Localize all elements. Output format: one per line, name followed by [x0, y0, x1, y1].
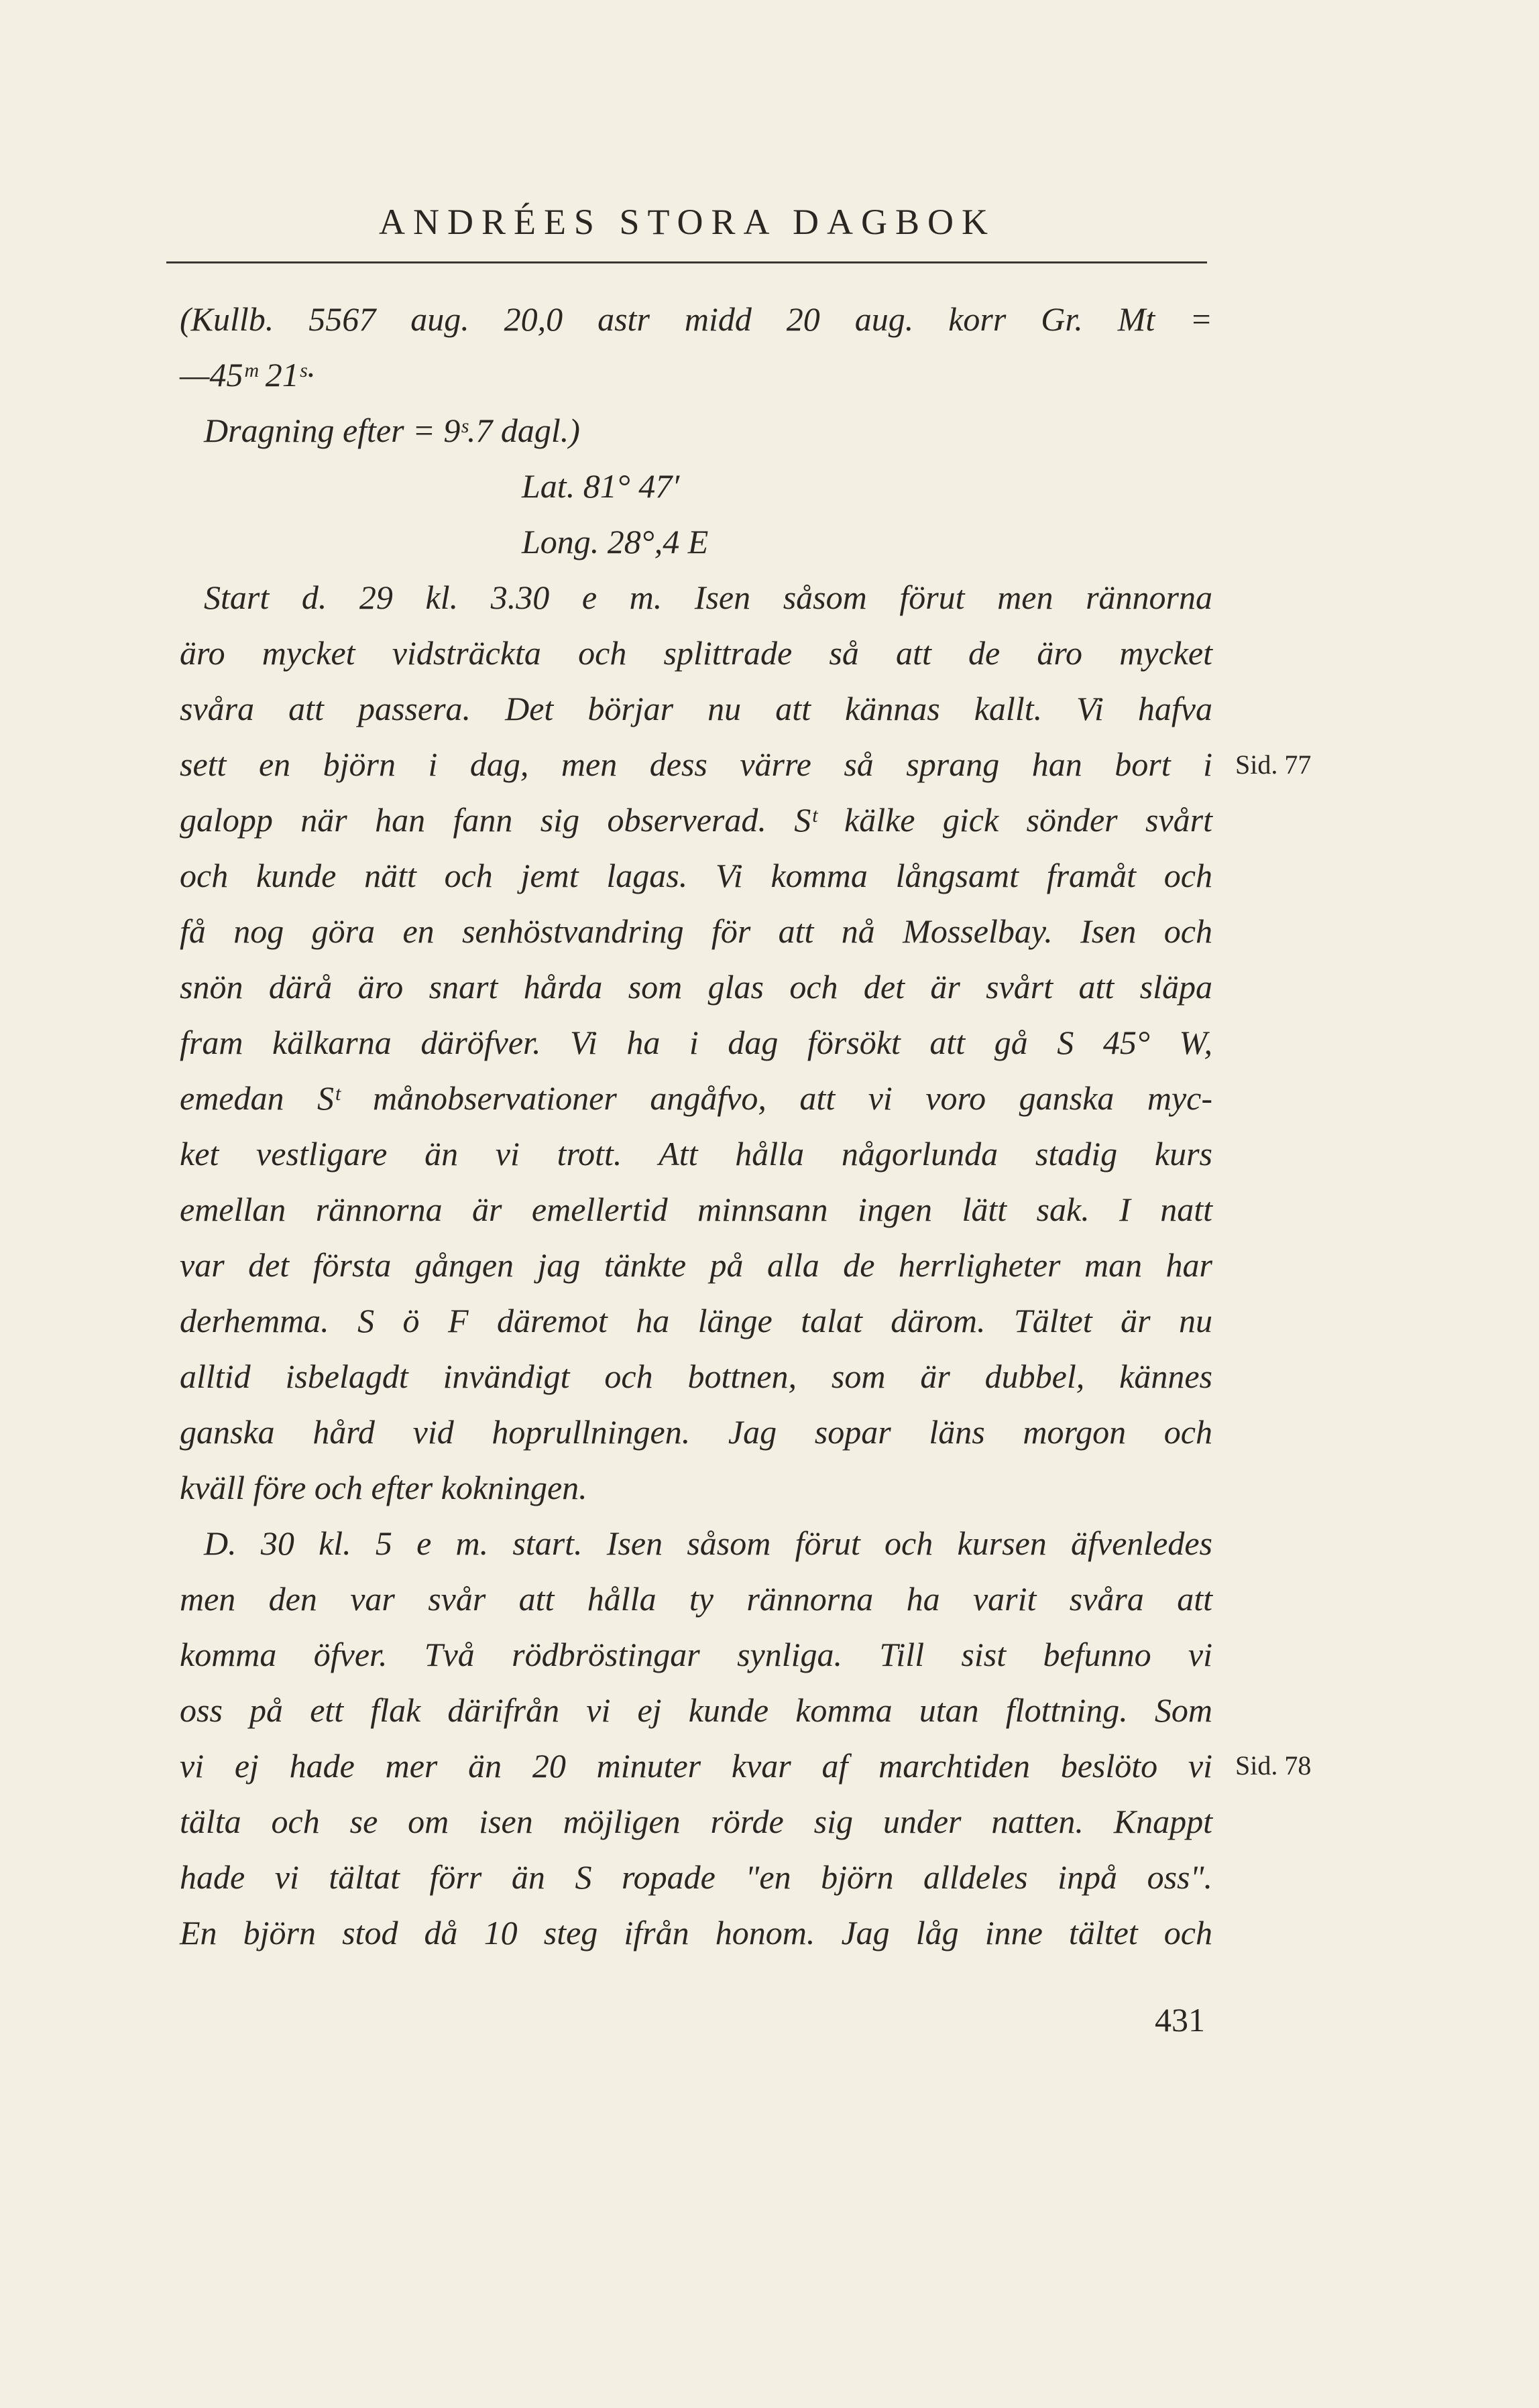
- text-line: svåra att passera. Det börjar nu att kännas kallt. Vi hafva: [180, 690, 1212, 727]
- text-line: ket vestligare än vi trott. Att hålla någorlunda stadig kurs: [180, 1135, 1212, 1172]
- header-rule: [166, 261, 1207, 263]
- latitude-line: Lat. 81° 47′: [522, 467, 680, 505]
- text-line: galopp när han fann sig observerad. Sᵗ kälke gick sönder svårt: [180, 801, 1212, 839]
- text-line: tälta och se om isen möjligen rörde sig under natten. Knappt: [180, 1803, 1212, 1840]
- margin-note-sid-78: Sid. 78: [1235, 1750, 1312, 1781]
- text-line: få nog göra en senhöstvandring för att nå Mosselbay. Isen och: [180, 912, 1212, 950]
- text-line: snön därå äro snart hårda som glas och det är svårt att släpa: [180, 968, 1212, 1006]
- text-line: hade vi tältat förr än S ropade "en björn alldeles inpå oss".: [180, 1858, 1212, 1896]
- text-line: och kunde nätt och jemt lagas. Vi komma långsamt framåt och: [180, 857, 1212, 894]
- text-line: derhemma. S ö F däremot ha länge talat därom. Tältet är nu: [180, 1302, 1212, 1339]
- text-line: alltid isbelagdt invändigt och bottnen, som är dubbel, kännes: [180, 1358, 1212, 1395]
- text-line: Start d. 29 kl. 3.30 e m. Isen såsom förut men rännorna: [204, 579, 1212, 616]
- margin-note-sid-77: Sid. 77: [1235, 749, 1312, 780]
- text-line: men den var svår att hålla ty rännorna ha varit svåra att: [180, 1580, 1212, 1618]
- body-text: [180, 292, 1212, 1961]
- text-line: sett en björn i dag, men dess värre så sprang han bort i: [180, 745, 1212, 783]
- text-line: emellan rännorna är emellertid minnsann ingen lätt sak. I natt: [180, 1191, 1212, 1228]
- text-line: kväll före och efter kokningen.: [180, 1469, 587, 1506]
- text-line: D. 30 kl. 5 e m. start. Isen såsom förut och kursen äfvenledes: [204, 1524, 1212, 1562]
- text-line: äro mycket vidsträckta och splittrade så att de äro mycket: [180, 634, 1212, 672]
- text-line: vi ej hade mer än 20 minuter kvar af marchtiden beslöto vi: [180, 1747, 1212, 1785]
- text-line: —45ᵐ 21ˢ·: [180, 356, 315, 394]
- text-line: En björn stod då 10 steg ifrån honom. Jag låg inne tältet och: [180, 1914, 1212, 1951]
- text-line: (Kullb. 5567 aug. 20,0 astr midd 20 aug. korr Gr. Mt =: [180, 300, 1212, 338]
- text-line: emedan Sᵗ månobservationer angåfvo, att vi voro ganska myc-: [180, 1079, 1212, 1117]
- text-line: komma öfver. Två rödbröstingar synliga. Till sist befunno vi: [180, 1636, 1212, 1673]
- text-line: var det första gången jag tänkte på alla de herrligheter man har: [180, 1246, 1212, 1284]
- text-line: ganska hård vid hoprullningen. Jag sopar läns morgon och: [180, 1413, 1212, 1451]
- text-line: fram kälkarna däröfver. Vi ha i dag försökt att gå S 45° W,: [180, 1024, 1212, 1061]
- text-line: Dragning efter = 9ˢ.7 dagl.): [204, 412, 580, 449]
- running-head: ANDRÉES STORA DAGBOK: [378, 202, 996, 242]
- longitude-line: Long. 28°,4 E: [522, 523, 709, 560]
- page-number: 431: [1155, 2001, 1205, 2039]
- text-line: oss på ett flak därifrån vi ej kunde komma utan flottning. Som: [180, 1691, 1212, 1729]
